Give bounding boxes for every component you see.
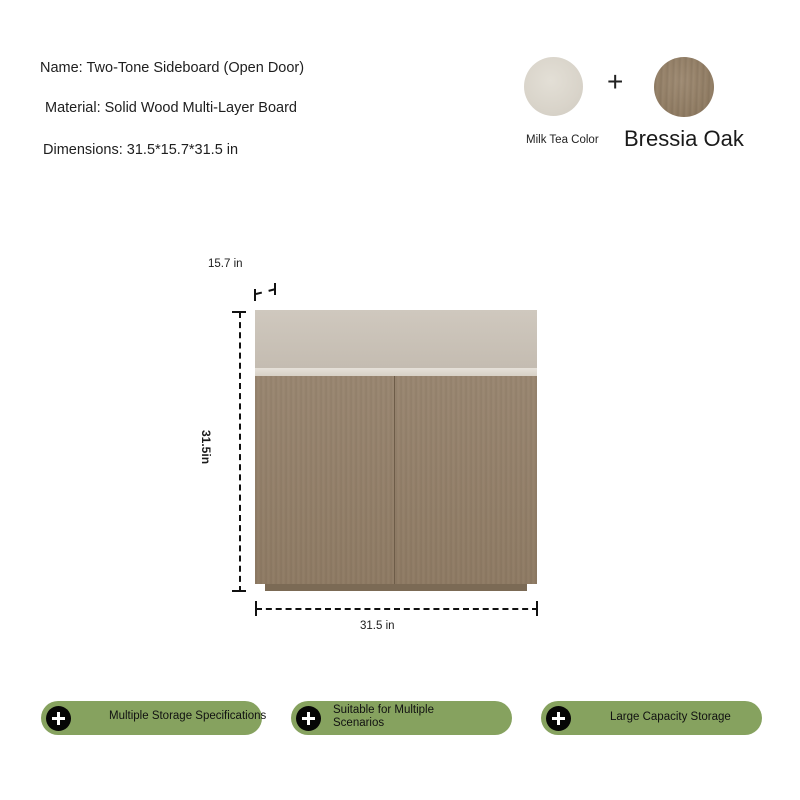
depth-dimension-cap-right (274, 283, 276, 295)
width-dimension-line (256, 608, 538, 610)
cabinet-door-right[interactable] (396, 376, 537, 584)
cabinet-top-edge (255, 368, 537, 376)
height-dimension-cap-bottom (232, 590, 246, 592)
cabinet-body (255, 376, 537, 584)
height-dimension-label: 31.5in (199, 430, 213, 465)
depth-dimension-line (256, 288, 275, 295)
cabinet-door-left[interactable] (255, 376, 395, 584)
feature-pill-multiple-scenarios (291, 701, 512, 735)
plus-separator: + (607, 66, 624, 97)
feature-label (333, 704, 434, 730)
plus-circle-icon (46, 706, 71, 731)
cabinet-base (265, 584, 527, 591)
milk-tea-color-label: Milk Tea Color (526, 134, 599, 146)
depth-dimension-label: 15.7 in (208, 258, 243, 270)
feature-pill-large-capacity (541, 701, 762, 735)
product-name: Name: Two-Tone Sideboard (Open Door) (40, 60, 305, 76)
milk-tea-color-swatch[interactable] (524, 57, 583, 116)
feature-pill-storage-specifications (41, 701, 267, 735)
product-dimensions: Dimensions: 31.5*15.7*31.5 in (43, 142, 239, 158)
bressia-oak-swatch[interactable] (654, 57, 714, 117)
plus-circle-icon (296, 706, 321, 731)
feature-label: Multiple Storage Specifications (109, 710, 267, 722)
feature-label-line-1: Suitable for Multiple (333, 704, 434, 716)
feature-label-line-2: Scenarios (333, 717, 385, 729)
product-material: Material: Solid Wood Multi-Layer Board (45, 100, 297, 116)
feature-label: Large Capacity Storage (610, 711, 731, 723)
height-dimension-line (239, 312, 241, 592)
width-dimension-label: 31.5 in (360, 620, 395, 632)
plus-circle-icon (546, 706, 571, 731)
cabinet-open-top (255, 310, 537, 368)
width-dimension-cap-right (536, 601, 538, 616)
bressia-oak-label: Bressia Oak (624, 126, 744, 151)
